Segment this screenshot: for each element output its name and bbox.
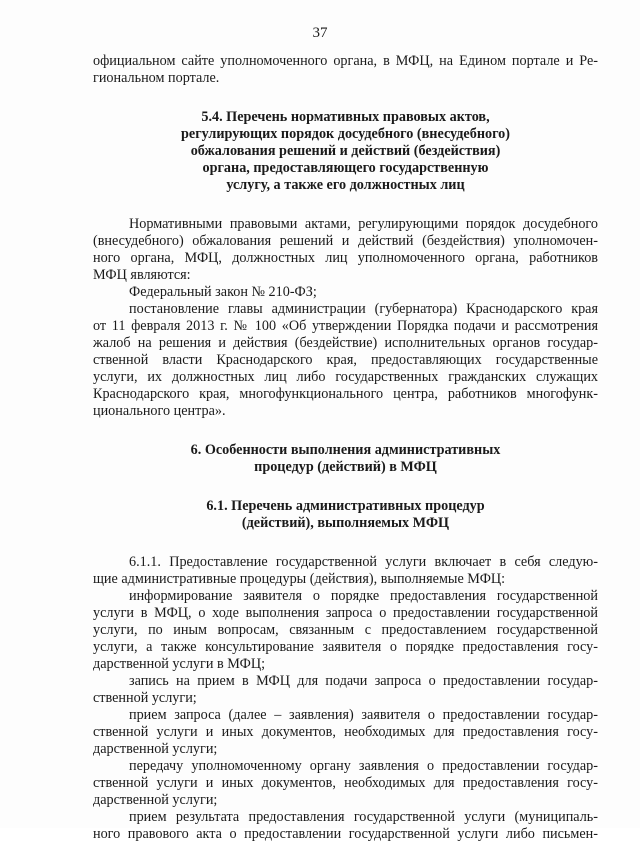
paragraph xyxy=(93,301,598,420)
heading-line: услугу, а также его должностных лиц xyxy=(226,177,465,193)
page-number: 37 xyxy=(312,25,328,41)
heading-line: обжалования решений и действий (бездействия) xyxy=(190,143,501,159)
text-line: 6.1.1. Предоставление государственной услуги включает в себя следую- xyxy=(129,554,598,570)
text-line: Краснодарского края, многофункционального центра, работников многофунк- xyxy=(93,386,598,402)
text-line: услуги в МФЦ, о ходе выполнения запроса о предоставлении государственной xyxy=(93,605,598,621)
law-line: Федеральный закон № 210-ФЗ; xyxy=(129,284,317,300)
section-heading-6 xyxy=(93,442,598,476)
text-line: ционального центра». xyxy=(93,403,226,419)
text-line: дарственной услуги; xyxy=(93,792,218,808)
text-line: ного правового акта о предоставлении государственной услуги либо письмен- xyxy=(93,826,598,842)
text-line: запись на прием в МФЦ для подачи запроса о предоставлении государ- xyxy=(129,673,598,689)
text-line: дарственной услуги; xyxy=(93,741,218,757)
text-line: передачу уполномоченному органу заявления о предоставлении государ- xyxy=(129,758,598,774)
page-content xyxy=(93,53,598,843)
text-line: (внесудебного) обжалования решений и действий (бездействия) уполномочен- xyxy=(93,233,598,249)
section-heading-6-1 xyxy=(93,498,598,532)
text-line: Нормативными правовыми актами, регулирующими порядок досудебного xyxy=(129,216,598,232)
list-item xyxy=(93,809,598,843)
text-line: прием результата предоставления государственной услуги (муниципаль- xyxy=(129,809,598,825)
paragraph xyxy=(93,216,598,284)
list-item xyxy=(93,588,598,673)
text-line: услуги, по иным вопросам, связанным с предоставлением государственной xyxy=(93,622,598,638)
heading-line: (действий), выполняемых МФЦ xyxy=(241,515,450,531)
paragraph xyxy=(93,554,598,588)
section-heading-5-4 xyxy=(93,109,598,194)
text-line: постановление главы администрации (губернатора) Краснодарского края xyxy=(129,301,598,317)
heading-line: регулирующих порядок досудебного (внесудебного) xyxy=(181,126,510,142)
heading-line: 6. Особенности выполнения административных xyxy=(190,442,501,458)
text-line: от 11 февраля 2013 г. № 100 «Об утверждении Порядка подачи и рассмотрения xyxy=(93,318,598,334)
intro-paragraph xyxy=(93,53,598,87)
text-line: информирование заявителя о порядке предоставления государственной xyxy=(129,588,598,604)
list-item xyxy=(93,673,598,707)
text-line: щие административные процедуры (действия), выполняемые МФЦ: xyxy=(93,571,506,587)
text-line: МФЦ являются: xyxy=(93,267,191,283)
text-line: ственной услуги; xyxy=(93,690,197,706)
text-line: услуги, их должностных лиц либо государственных гражданских служащих xyxy=(93,369,598,385)
text-line: услуги, а также консультирование заявителя о порядке предоставления госу- xyxy=(93,639,598,655)
list-item xyxy=(93,758,598,809)
list-item xyxy=(93,707,598,758)
heading-line: 6.1. Перечень административных процедур xyxy=(206,498,485,514)
text-line: ственной услуги и иных документов, необходимых для предоставления госу- xyxy=(93,724,598,740)
text-line: прием запроса (далее – заявления) заявителя о предоставлении государ- xyxy=(129,707,598,723)
text-line: ственной услуги и иных документов, необходимых для предоставления госу- xyxy=(93,775,598,791)
text-line: гиональном портале. xyxy=(93,70,220,86)
text-line: ного органа, МФЦ, должностных лиц уполномоченного органа, работников xyxy=(93,250,598,266)
text-line: жалоб на решения и действия (бездействие) исполнительных органов государ- xyxy=(93,335,598,351)
heading-line: 5.4. Перечень нормативных правовых актов, xyxy=(201,109,490,125)
text-line: дарственной услуги в МФЦ; xyxy=(93,656,266,672)
heading-line: органа, предоставляющего государственную xyxy=(202,160,489,176)
text-line: официальном сайте уполномоченного органа, в МФЦ, на Едином портале и Ре- xyxy=(93,53,598,69)
heading-line: процедур (действий) в МФЦ xyxy=(254,459,437,475)
text-line: ственной власти Краснодарского края, предоставляющих государственные xyxy=(93,352,598,368)
